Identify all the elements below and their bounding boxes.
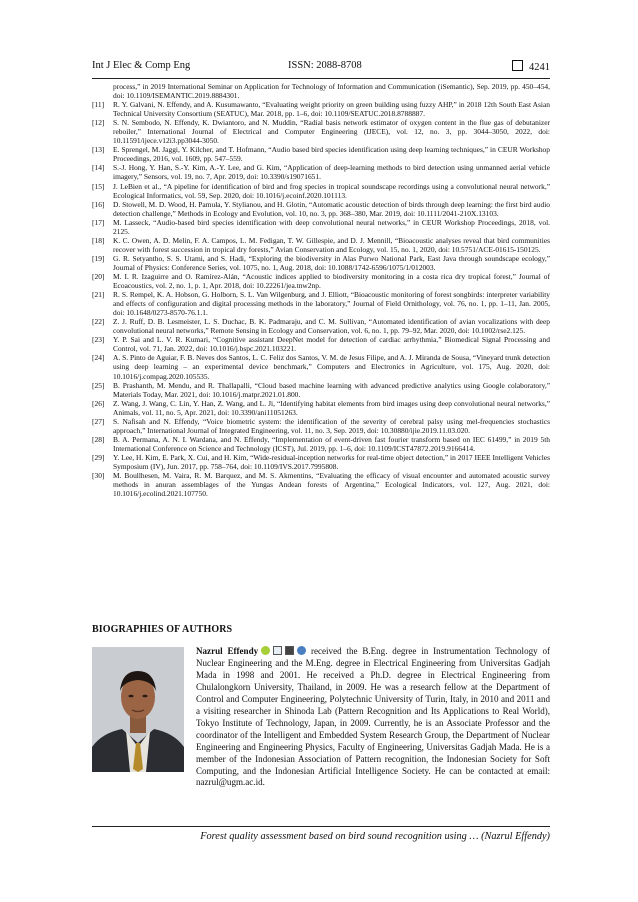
biographies-heading: BIOGRAPHIES OF AUTHORS <box>92 624 233 635</box>
reference-text: D. Stowell, M. D. Wood, H. Pamuła, Y. Stylianou, and H. Glotin, “Automatic acoustic detection of birds through deep learning: the first bird audio detection challenge,” Methods in Ecology and Evolution, vol. 10, no. 3, pp. 368–380, Mar. 2019, doi: 10.1111/2041-210X.13103. <box>113 199 550 218</box>
reference-item <box>92 317 550 335</box>
reference-item <box>92 417 550 435</box>
reference-item <box>92 471 550 498</box>
reference-text: Y. Lee, H. Kim, E. Park, X. Cui, and H. Kim, “Wide-residual-inception networks for real-time object detection,” in 2017 IEEE Intelligent Vehicles Symposium (IV), Jun. 2017, pp. 758–764, doi: 10.1109/IVS.2017.7995808. <box>113 452 550 471</box>
reference-number: [18] <box>92 235 105 245</box>
reference-text: S.-J. Hong, Y. Han, S.-Y. Kim, A.-Y. Lee, and G. Kim, “Application of deep-learning methods to bird detection using unmanned aerial vehicle imagery,” Sensors, vol. 19, no. 7, Apr. 2019, doi: 10.3390/s19071651. <box>113 163 550 182</box>
page-header <box>92 60 550 76</box>
reference-number: [25] <box>92 380 105 390</box>
reference-text: M. Lasseck, “Audio-based bird species identification with deep convolutional neural networks,” in CEUR Workshop Proceedings, 2018, vol. 2125. <box>113 217 550 236</box>
reference-item <box>92 118 550 145</box>
reference-text: R. S. Rempel, K. A. Hobson, G. Holborn, S. L. Van Wilgenburg, and J. Elliott, “Bioacoustic monitoring of forest songbirds: interpreter variability and effects of configuration and digital processing methods in the laboratory,” Journal of Field Ornithology, vol. 76, no. 1, pp. 1–11, Jan. 2005, doi: 10.1648/0273-8570-76.1.1. <box>113 290 550 318</box>
page-number: 4241 <box>529 62 550 73</box>
reference-item <box>92 200 550 218</box>
reference-number: [22] <box>92 317 105 327</box>
reference-list <box>92 82 550 498</box>
orcid-icon[interactable] <box>261 646 270 655</box>
author-photo-image <box>92 647 184 772</box>
reference-text: K. C. Owen, A. D. Melin, F. A. Campos, L. M. Fedigan, T. W. Gillespie, and D. J. Mennill, “Bioacoustic analyses reveal that bird communities recover with forest succession in tropical dry forests,” Avian Conservation and Ecology, vol. 15, no. 1, 2020, doi: 10.5751/ACE-01615-150125. <box>113 235 550 254</box>
reference-item <box>92 435 550 453</box>
reference-item <box>92 82 550 100</box>
journal-name: Int J Elec & Comp Eng <box>92 60 191 71</box>
footer-rule <box>92 826 550 827</box>
reference-item <box>92 163 550 181</box>
reference-text: Z. J. Ruff, D. B. Lesmeister, L. S. Duchac, B. K. Padmaraju, and C. M. Sullivan, “Automated identification of avian vocalizations with deep convolutional neural networks,” Remote Sensing in Ecology and Conservation, vol. 6, no. 1, pp. 79–92, Mar. 2020, doi: 10.1002/rse2.125. <box>113 317 550 336</box>
author-biography <box>196 646 550 789</box>
reference-number: [11] <box>92 100 105 110</box>
author-photo <box>92 647 184 772</box>
reference-item <box>92 145 550 163</box>
reference-text: B. Prashanth, M. Mendu, and R. Thallapalli, “Cloud based machine learning with advanced predictive analytics using Google colaboratory,” Materials Today, Mar. 2021, doi: 10.1016/j.matpr.2021.01.800. <box>113 380 550 399</box>
reference-item <box>92 236 550 254</box>
publons-icon[interactable] <box>297 646 306 655</box>
reference-number: [24] <box>92 353 105 363</box>
reference-item <box>92 353 550 380</box>
page-number-group <box>512 60 550 73</box>
reference-text: E. Sprengel, M. Jaggi, Y. Kilcher, and T. Hofmann, “Audio based bird species identification using deep learning techniques,” in CEUR Workshop Proceedings, 2016, vol. 1609, pp. 547–559. <box>113 145 550 164</box>
reference-item <box>92 182 550 200</box>
reference-item <box>92 254 550 272</box>
reference-text: R. Y. Galvani, N. Effendy, and A. Kusumawanto, “Evaluating weight priority on green building using fuzzy AHP,” in 2018 12th South East Asian Technical University Consortium (SEATUC), Mar. 2018, pp. 1–6, doi: 10.1109/SEATUC.2018.8788887. <box>113 100 550 119</box>
scopus-icon[interactable] <box>285 646 294 655</box>
reference-number: [15] <box>92 181 105 191</box>
reference-text: process,” in 2019 International Seminar on Application for Technology of Information and Communication (iSemantic), Sep. 2019, pp. 450–454, doi: 10.1109/ISEMANTIC.2019.8884301. <box>113 82 550 101</box>
reference-item <box>92 453 550 471</box>
reference-number: [20] <box>92 271 105 281</box>
reference-item <box>92 381 550 399</box>
reference-number: [17] <box>92 217 105 227</box>
reference-text: M. I. R. Izaguirre and O. Ramírez-Alán, “Acoustic indices applied to biodiversity monitoring in a costa rica dry tropical forest,” Journal of Ecoacoustics, vol. 2, no. 1, p. 1, Apr. 2018, doi: 10.22261/jea.tnw2np. <box>113 271 550 291</box>
reference-number: [14] <box>92 163 105 173</box>
reference-text: J. LeBien et al., “A pipeline for identification of bird and frog species in tropical soundscape recordings using a convolutional neural network,” Ecological Informatics, vol. 59, Sep. 2020, doi: 10.1016/j.ecoinf.2020.101113. <box>113 181 550 200</box>
reference-item <box>92 399 550 417</box>
reference-text: A. S. Pinto de Aguiar, F. B. Neves dos Santos, L. C. Feliz dos Santos, V. M. de Jesus Filipe, and A. J. Miranda de Sousa, “Vineyard trunk detection using deep learning – an experimental device benchmark,” Computers and Electronics in Agriculture, vol. 175, Aug. 2020, doi: 10.1016/j.compag.2020.105535. <box>113 353 550 381</box>
reference-text: Y. P. Sai and L. V. R. Kumari, “Cognitive assistant DeepNet model for detection of cardiac arrhythmia,” Biomedical Signal Processing and Control, vol. 71, Jan. 2022, doi: 10.1016/j.bspc.2021.103221. <box>113 335 550 354</box>
reference-item <box>92 335 550 353</box>
reference-text: S. N. Sembodo, N. Effendy, K. Dwiantoro, and N. Muddin, “Radial basis network estimator of oxygen content in the flue gas of debutanizer reboiler,” International Journal of Electrical and Computer Engineering (IJECE), vol. 12, no. 3, pp. 3044–3050, 2022, doi: 10.11591/ijece.v12i3.pp3044-3050. <box>113 118 550 146</box>
reference-item <box>92 272 550 290</box>
running-title: Forest quality assessment based on bird sound recognition using … (Nazrul Effendy) <box>200 831 550 842</box>
reference-number: [27] <box>92 416 105 426</box>
reference-number: [19] <box>92 253 105 263</box>
reference-text: B. A. Permana, A. N. I. Wardana, and N. Effendy, “Implementation of event-driven fast fourier transform based on IEC 61499,” in 2019 5th International Conference on Science and Technology (ICST), Jul. 2019, pp. 1–6, doi: 10.1109/ICST47872.2019.9166414. <box>113 434 550 453</box>
reference-item <box>92 218 550 236</box>
reference-text: Z. Wang, J. Wang, C. Lin, Y. Han, Z. Wang, and L. Ji, “Identifying habitat elements from bird images using deep convolutional neural networks,” Animals, vol. 11, no. 5, Apr. 2021, doi: 10.3390/ani11051263. <box>113 398 550 417</box>
reference-number: [13] <box>92 145 105 155</box>
reference-number: [29] <box>92 452 105 462</box>
reference-number: [12] <box>92 118 105 128</box>
header-rule <box>92 78 550 79</box>
reference-item <box>92 100 550 118</box>
reference-number: [30] <box>92 471 105 481</box>
checkbox-square-icon <box>512 60 523 71</box>
reference-text: S. Nafisah and N. Effendy, “Voice biometric system: the identification of the severity of cerebral palsy using mel-frequencies stochastics approach,” International Journal of Integrated Engineering, vol. 11, no. 3, Sep. 2019, doi: 10.30880/ijie.2019.11.03.020. <box>113 416 550 435</box>
reference-number: [21] <box>92 290 105 300</box>
reference-number: [16] <box>92 199 105 209</box>
reference-text: M. Boullhesen, M. Vaira, R. M. Barquez, and M. S. Akmentins, “Evaluating the efficacy of visual encounter and automated acoustic survey methods in anuran assemblages of the Yungas Andean forests of Argentina,” Ecological Indicators, vol. 127, Aug. 2021, doi: 10.1016/j.ecolind.2021.107750. <box>113 471 550 499</box>
reference-item <box>92 290 550 317</box>
issn: ISSN: 2088-8708 <box>288 60 362 71</box>
author-name: Nazrul Effendy <box>196 646 259 656</box>
author-bio-text: received the B.Eng. degree in Instrumentation Technology of Nuclear Engineering and the M.Eng. degree in Electrical Engineering from Universitas Gadjah Mada in 1998 and 2001. He received a Ph.D. degree in Electrical Engineering from Chulalongkorn University, Thailand, in 2009. He was a research fellow at the Department of Control and Computer Engineering, Polytechnic University of Turin, Italy, in 2010 and 2011 and a visiting researcher in Shinoda Lab (Pattern Recognition and Its Applications to Real World), Tokyo Institute of Technology, Japan, in 2009. Currently, he is an Associate Professor and the coordinator of the Intelligent and Embedded System Research Group, the Department of Nuclear Engineering and Engineering Physics, Faculty of Engineering, Universitas Gadjah Mada. He is a member of the Indonesian Association of Pattern recognition, the Indonesian Society for Soft Computing, and the Indonesian Artificial Intelligence Society. He can be contacted at email: nazrul@ugm.ac.id. <box>196 646 551 788</box>
reference-number: [28] <box>92 434 105 444</box>
reference-text: G. R. Setyantho, S. S. Utami, and S. Hadi, “Exploring the biodiversity in Alas Purwo National Park, East Java through soundscape ecology,” Journal of Physics: Conference Series, vol. 1075, no. 1, Aug. 2018, doi: 10.1088/1742-6596/1075/1/012003. <box>113 253 550 272</box>
reference-number: [26] <box>92 398 105 408</box>
scholar-icon[interactable] <box>273 646 282 655</box>
reference-number: [23] <box>92 335 105 345</box>
